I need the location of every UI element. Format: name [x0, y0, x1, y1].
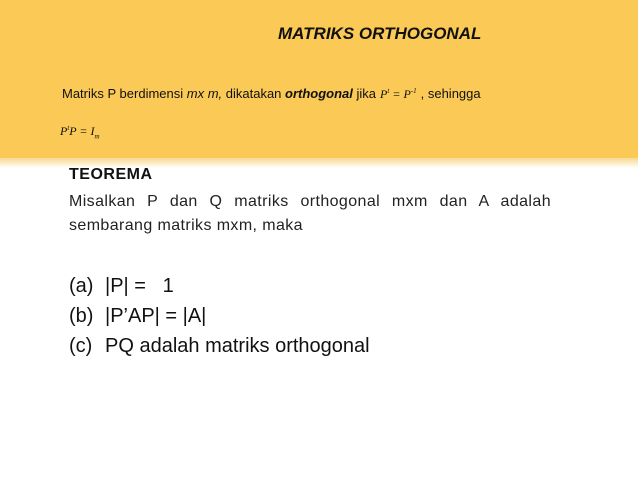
formula-equals: =: [389, 87, 404, 101]
theorem-item-b: [69, 301, 370, 331]
theorem-items: [69, 271, 370, 361]
theorem-body: Misalkan P dan Q matriks orthogonal mxm dan A adalah sembarang matriks mxm, maka: [69, 193, 551, 234]
formula2-p: P: [60, 124, 68, 138]
item-text: |P’AP| = |A|: [105, 305, 207, 327]
identity-formula: [60, 124, 100, 140]
item-label: (a): [69, 275, 94, 297]
definition-suffix: , sehingga: [420, 86, 481, 101]
page-title: MATRIKS ORTHOGONAL: [278, 24, 482, 43]
definition-keyword: orthogonal: [285, 86, 353, 101]
formula-transpose-sup: t: [387, 87, 390, 95]
definition-prefix: Matriks P berdimensi: [62, 86, 187, 101]
formula2-identity: I: [90, 124, 95, 138]
orthogonal-condition-formula: [380, 87, 417, 101]
formula2-identity-sub: m: [94, 132, 100, 141]
formula-inverse-sup: -1: [410, 87, 417, 95]
formula2-equals: =: [76, 124, 91, 138]
definition-jika: jika: [352, 86, 377, 101]
definition-middle: dikatakan: [222, 86, 286, 101]
formula-p: P: [380, 87, 388, 101]
item-text: PQ adalah matriks orthogonal: [105, 335, 370, 357]
formula2-p2: P: [69, 124, 77, 138]
theorem-heading: TEOREMA: [69, 166, 153, 183]
formula-p-inverse: P: [403, 87, 411, 101]
item-label: (c): [69, 335, 93, 357]
item-label: (b): [69, 305, 94, 327]
definition-line: [62, 86, 481, 102]
theorem-item-a: [69, 271, 370, 301]
theorem-item-c: [69, 331, 370, 361]
formula2-transpose-sup: t: [67, 124, 70, 132]
item-text: |P| = 1: [105, 275, 174, 297]
definition-dimension: mx m,: [186, 86, 223, 101]
